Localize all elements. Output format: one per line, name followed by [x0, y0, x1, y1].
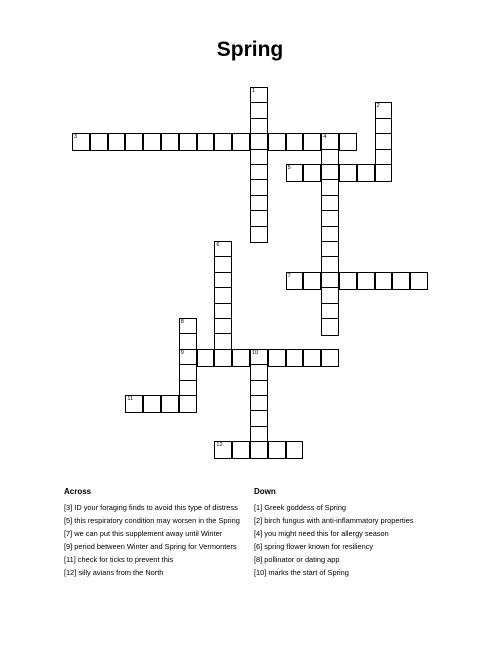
clue-number-label: 3 [74, 134, 78, 141]
grid-cell[interactable] [72, 133, 90, 151]
grid-cell[interactable] [375, 272, 393, 290]
grid-cell[interactable] [286, 441, 304, 459]
clue-number-label: 8 [180, 319, 184, 325]
grid-cell[interactable] [410, 272, 428, 290]
grid-cell[interactable] [108, 133, 126, 151]
grid-cell[interactable] [232, 349, 250, 367]
clue-number-label: 10 [252, 349, 259, 356]
clue-down-2: [2] birch fungus with anti-inflammatory properties [254, 516, 414, 525]
grid-cell[interactable] [286, 349, 304, 367]
grid-cell[interactable] [268, 133, 286, 151]
across-clue-list [64, 503, 244, 581]
clue-across-3: [3] ID your foraging finds to avoid this type of distress [64, 503, 238, 512]
page-title: Spring [216, 38, 284, 61]
grid-cell[interactable] [286, 133, 304, 151]
grid-cell[interactable] [250, 441, 268, 459]
clue-across-9: [9] period between Winter and Spring for Vermonters [64, 542, 237, 551]
grid-cell[interactable] [357, 164, 375, 182]
grid-cell[interactable] [357, 272, 375, 290]
grid-cell[interactable] [214, 133, 232, 151]
clue-number-label: 11 [127, 396, 134, 402]
grid-cell[interactable] [179, 395, 197, 413]
grid-cell[interactable] [286, 164, 304, 182]
grid-cell[interactable] [339, 164, 357, 182]
grid-cell[interactable] [125, 395, 143, 413]
grid-cell[interactable] [268, 349, 286, 367]
clue-across-12: [12] silly avians from the North [64, 568, 164, 577]
grid-cell[interactable] [286, 272, 304, 290]
grid-cell[interactable] [303, 164, 321, 182]
grid-cell[interactable] [179, 133, 197, 151]
grid-cell[interactable] [392, 272, 410, 290]
grid-cell[interactable] [303, 349, 321, 367]
grid-cell[interactable] [161, 395, 179, 413]
grid-cell[interactable] [250, 226, 268, 244]
clue-number-label: 7 [287, 272, 291, 279]
grid-cell[interactable] [214, 349, 232, 367]
clue-number-label: 6 [216, 242, 220, 248]
grid-cell[interactable] [197, 133, 215, 151]
clue-number-label: 12 [216, 442, 223, 449]
clue-number-label: 9 [180, 349, 184, 356]
grid-cell[interactable] [90, 133, 108, 151]
grid-cell[interactable] [161, 133, 179, 151]
down-heading: Down [254, 487, 276, 496]
clue-down-4: [4] you might need this for allergy season [254, 529, 389, 538]
grid-cell[interactable] [321, 349, 339, 367]
clue-down-1: [1] Greek goddess of Spring [254, 503, 347, 512]
clue-across-7: [7] we can put this supplement away until Winter [64, 529, 223, 538]
grid-cell[interactable] [268, 441, 286, 459]
clue-across-11: [11] check for ticks to prevent this [64, 555, 174, 564]
across-heading: Across [64, 487, 92, 496]
grid-cell[interactable] [375, 164, 393, 182]
clue-down-8: [8] pollinator or dating app [254, 555, 340, 564]
clue-down-6: [6] spring flower known for resiliency [254, 542, 374, 551]
grid-cell[interactable] [303, 272, 321, 290]
grid-cell[interactable] [321, 318, 339, 336]
grid-cell[interactable] [232, 441, 250, 459]
grid-cell[interactable] [214, 441, 232, 459]
grid-cell[interactable] [232, 133, 250, 151]
clue-number-label: 1 [252, 88, 256, 94]
clue-down-10: [10] marks the start of Spring [254, 568, 349, 577]
clue-number-label: 5 [287, 165, 291, 171]
clue-across-5: [5] this respiratory condition may worsen in the Spring [64, 516, 240, 525]
grid-cell[interactable] [143, 133, 161, 151]
grid-cell[interactable] [339, 133, 357, 151]
grid-cell[interactable] [197, 349, 215, 367]
grid-cell[interactable] [303, 133, 321, 151]
grid-cell[interactable] [339, 272, 357, 290]
grid-cell[interactable] [125, 133, 143, 151]
grid-cell[interactable] [143, 395, 161, 413]
clue-number-label: 4 [323, 134, 327, 141]
clue-number-label: 2 [376, 103, 380, 110]
down-clue-list [254, 503, 444, 581]
